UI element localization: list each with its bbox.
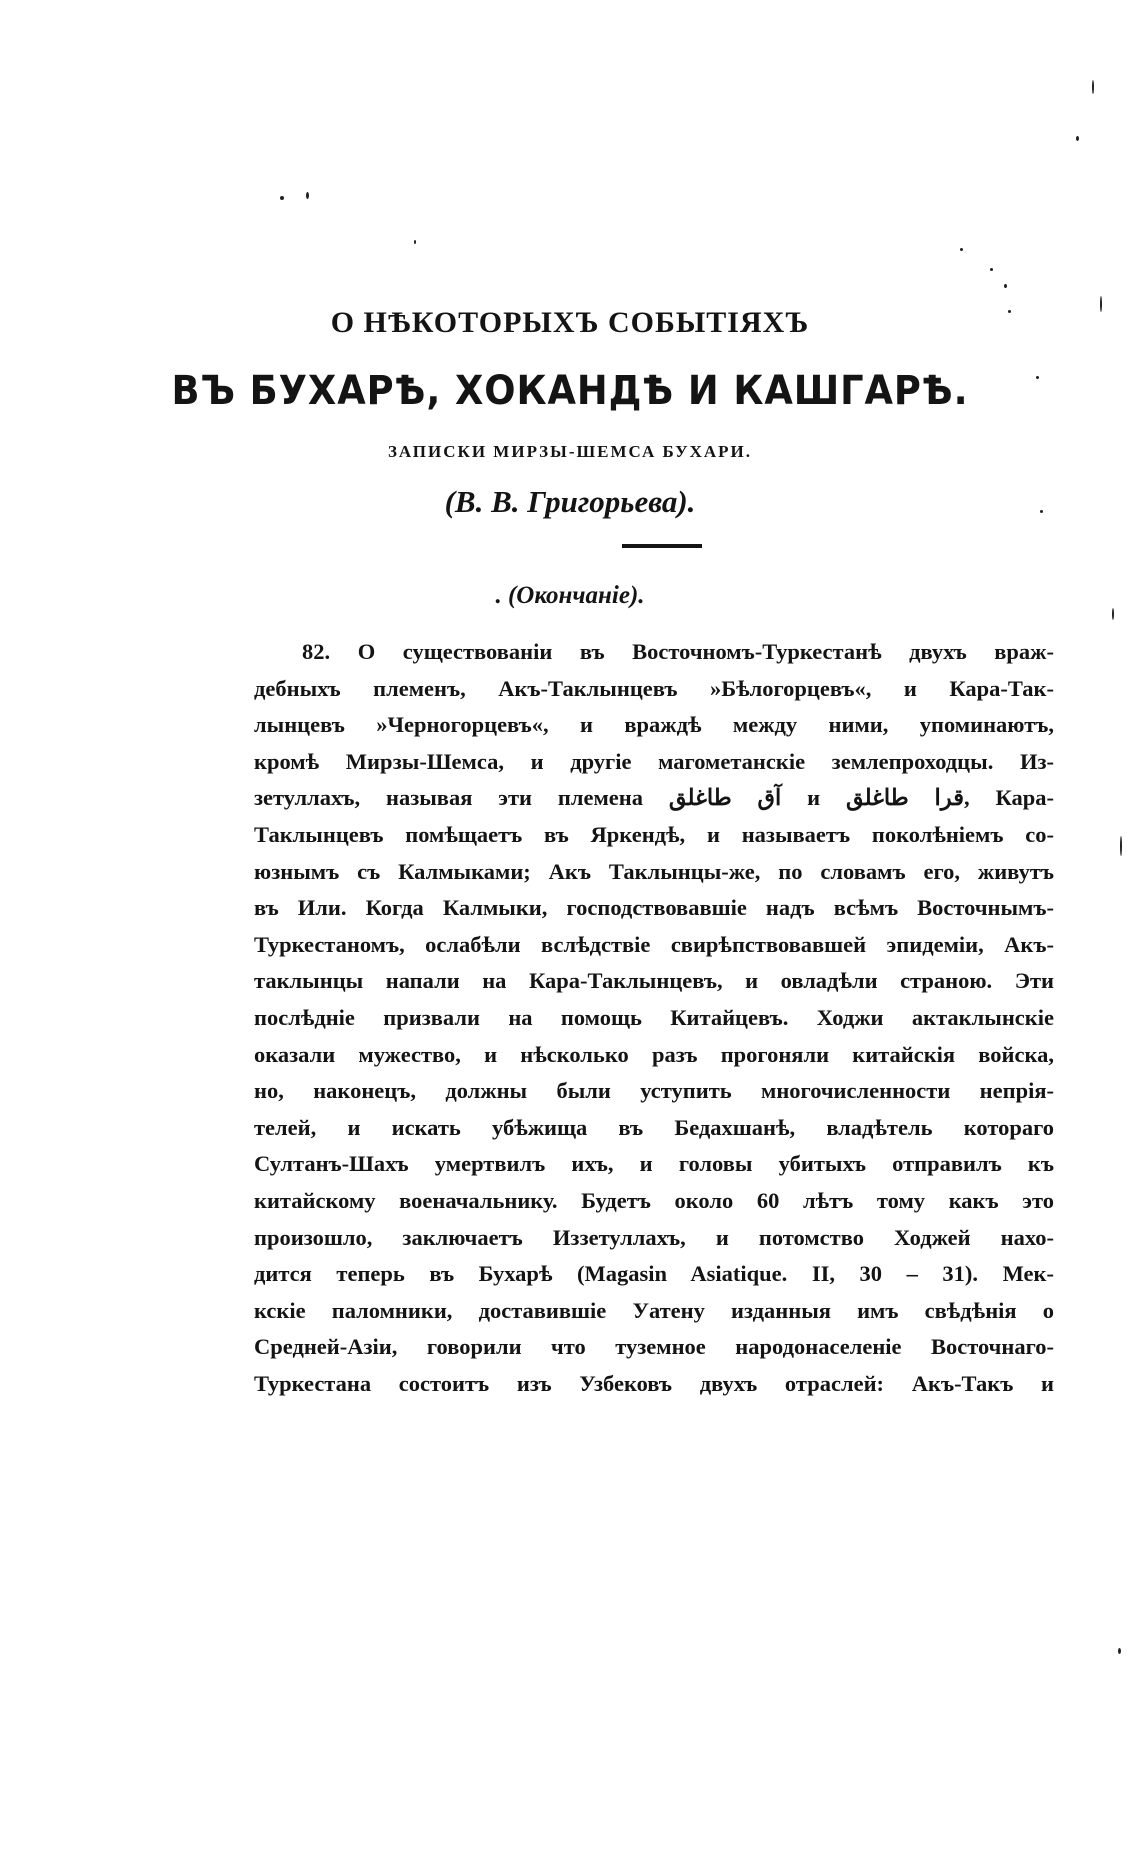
text-line: таклынцы напали на Кара-Таклынцевъ, и овладѣли страною. Эти xyxy=(254,968,1054,994)
text-line: послѣдніе призвали на помощь Китайцевъ. Ходжи актаклынскіе xyxy=(254,1004,1054,1030)
scan-speck xyxy=(960,248,963,251)
text-line: Средней-Азіи, говорили что туземное народонаселеніе Восточнаго- xyxy=(254,1334,1054,1360)
text-line: дится теперь въ Бухарѣ (Magasin Asiatique. II, 30 – 31). Мек- xyxy=(254,1261,1054,1287)
continuation-note: . (Окончаніе). xyxy=(495,582,645,609)
text-line: лынцевъ »Черногорцевъ«, и враждѣ между ними, упоминаютъ, xyxy=(254,712,1054,738)
text-line: китайскому военачальнику. Будетъ около 60 лѣтъ тому какъ это xyxy=(254,1187,1054,1213)
text-line: Туркестана состоитъ изъ Узбековъ двухъ отраслей: Акъ-Такъ и xyxy=(254,1370,1054,1396)
scan-speck xyxy=(1076,136,1079,141)
text-line: оказали мужество, и нѣсколько разъ прогоняли китайскія войска, xyxy=(254,1041,1054,1067)
scan-speck xyxy=(1092,80,1094,94)
text-line: дебныхъ племенъ, Акъ-Таклынцевъ »Бѣлогорцевъ«, и Кара-Так- xyxy=(254,675,1054,701)
scan-speck xyxy=(1004,284,1007,288)
text-line: кромѣ Мирзы-Шемса, и другіе магометанскіе землепроходцы. Из- xyxy=(254,748,1054,774)
title-rule xyxy=(622,544,702,548)
text-line: кскіе паломники, доставившіе Уатену изданныя имъ свѣдѣнія о xyxy=(254,1297,1054,1323)
scan-speck xyxy=(280,196,284,200)
text-line: телей, и искать убѣжища въ Бедахшанѣ, владѣтель котораго xyxy=(254,1114,1054,1140)
body-paragraph xyxy=(254,634,1054,1402)
title-line-2: ВЪ БУХАРѢ, ХОКАНДѢ И КАШГАРѢ. xyxy=(171,368,969,414)
text-line: Таклынцевъ помѣщаетъ въ Яркендѣ, и называетъ поколѣніемъ со- xyxy=(254,821,1054,847)
text-line: произошло, заключаетъ Иззетуллахъ, и потомство Ходжей нахо- xyxy=(254,1224,1054,1250)
title-line-1: О НѢКОТОРЫХЪ СОБЫТІЯХЪ xyxy=(330,306,810,339)
text-line: Султанъ-Шахъ умертвилъ ихъ, и головы убитыхъ отправилъ къ xyxy=(254,1151,1054,1177)
text-line: Туркестаномъ, ослабѣли вслѣдствіе свирѣпствовавшей эпидеміи, Акъ- xyxy=(254,931,1054,957)
scan-speck xyxy=(1120,836,1122,856)
scan-speck xyxy=(990,268,993,271)
scan-speck xyxy=(306,192,309,199)
text-line: но, наконецъ, должны были уступить многочисленности непрія- xyxy=(254,1078,1054,1104)
scan-speck xyxy=(1118,1648,1121,1654)
subtitle: ЗАПИСКИ МИРЗЫ-ШЕМСА БУХАРИ. xyxy=(387,442,753,461)
text-line: 82. О существованіи въ Восточномъ-Туркестанѣ двухъ враж- xyxy=(302,639,1054,664)
text-line: въ Или. Когда Калмыки, господствовавшіе надъ всѣмъ Восточнымъ- xyxy=(254,895,1054,921)
author: (В. В. Григорьева). xyxy=(444,484,696,519)
scan-speck xyxy=(414,240,416,244)
text-line: юзнымъ съ Калмыками; Акъ Таклынцы-же, по словамъ его, живутъ xyxy=(254,858,1054,884)
text-line: зетуллахъ, называя эти племена آق طاغلق и قرا طاغلق, Кара- xyxy=(254,785,1055,811)
